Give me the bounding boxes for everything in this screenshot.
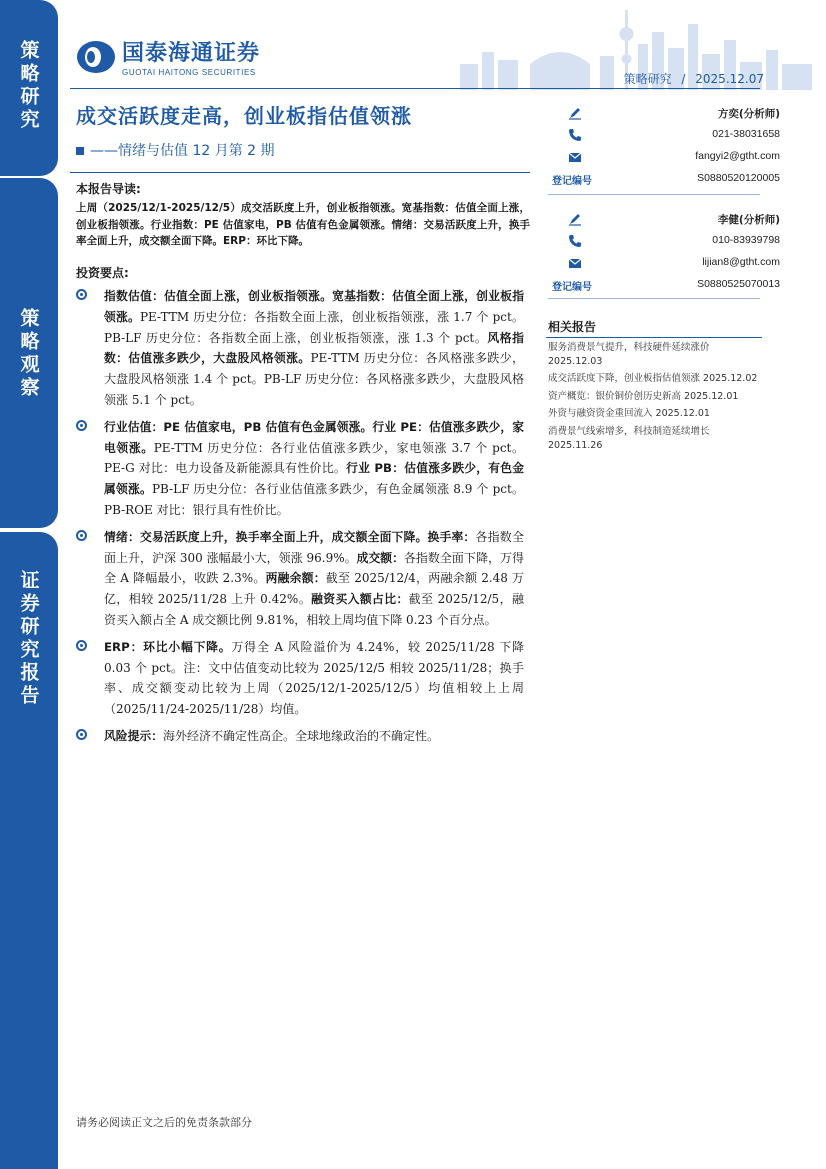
point-bold-text: 两融余额：	[265, 571, 326, 586]
related-report-link[interactable]: 成交活跃度下降，创业板指估值领涨 2025.12.02	[548, 373, 758, 385]
analyst-reg-number: S0880525070013	[697, 278, 780, 290]
analyst-name-row	[550, 210, 780, 232]
analyst-name: 方奕(分析师)	[717, 108, 780, 120]
point-bold-text: 风格指数：估值涨多跌少，大盘股风格领涨。	[104, 330, 524, 366]
report-meta	[624, 70, 764, 87]
analyst-name-row	[550, 104, 780, 126]
key-point-erp	[76, 637, 524, 720]
related-report-link[interactable]: 外资与融资资金重回流入 2025.12.01	[548, 408, 710, 420]
point-bold-text: 情绪：交易活跃度上升，换手率全面上升，成交额全面下降。换手率：	[104, 529, 476, 544]
related-report-link[interactable]: 消费景气线索增多，科技制造延续增长 2025.11.26	[548, 425, 710, 451]
ring-bullet-icon	[76, 729, 87, 740]
point-bold-text: 指数估值：估值全面上涨，创业板指领涨。宽基指数：估值全面上涨，创业板指领涨。	[104, 289, 524, 324]
key-point-industry-valuation	[76, 417, 524, 521]
meta-separator: /	[681, 72, 686, 86]
sidebar-label: 证券研究报告	[17, 570, 40, 708]
analyst-reg-row	[550, 276, 780, 298]
analyst-phone: 010-83939798	[712, 234, 780, 246]
analyst-email-row	[550, 148, 780, 170]
point-bold-text: ERP：环比小幅下降。	[104, 639, 232, 654]
point-text: 海外经济不确定性高企。全球地缘政治的不确定性。	[163, 728, 440, 743]
sidebar-block-research	[0, 0, 58, 176]
analyst-divider	[548, 194, 760, 195]
logo-mark-icon	[76, 39, 116, 75]
guide-heading: 本报告导读:	[76, 182, 141, 196]
related-report-link[interactable]: 资产概览：银价铜价创历史新高 2025.12.01	[548, 390, 739, 402]
subtitle-text: ——情绪与估值 12 月第 2 期	[90, 143, 275, 159]
logo-english-name: GUOTAI HAITONG SECURITIES	[122, 68, 256, 77]
point-bold-text: 风险提示：	[104, 728, 163, 743]
sidebar-block-report	[0, 532, 58, 1169]
guide-body: 上周（2025/12/1-2025/12/5）成交活跃度上升，创业板指领涨。宽基指数：估值全面上涨，创业板指领涨。行业指数：PE 估值家电，PB 估值有色金属领涨。情绪：交易活跃度上升，换手率全面上升，成交额全面下降。ERP：环比下降。	[76, 202, 530, 247]
header-divider	[70, 88, 760, 89]
related-divider	[546, 337, 762, 338]
ring-bullet-icon	[76, 289, 87, 300]
logo-chinese-name: 国泰海通证券	[122, 41, 261, 66]
analyst-card	[550, 210, 780, 298]
analyst-phone-row	[550, 232, 780, 254]
point-text: 各指数全面下降，万得全 A 降幅最小，收跌 2.3%。	[104, 550, 524, 586]
key-point-risk	[76, 726, 524, 747]
point-bold-text: 融资买入额占比：	[311, 592, 409, 607]
analyst-email[interactable]: lijian8@gtht.com	[702, 256, 780, 268]
pen-icon	[568, 212, 582, 226]
key-points-list	[76, 286, 524, 747]
point-text: 万得全 A 风险溢价为 4.24%，较 2025/11/28 下降 0.03 个 pct。注：文中估值变动比较为 2025/12/5 相较 2025/11/28；换手率、成交额变动比较为上周（2025/12/1-2025/12/5）均值相较上上周（2025/11/24-2025/11/28）均值。	[104, 639, 524, 717]
footer-disclaimer: 请务必阅读正文之后的免责条款部分	[76, 1116, 252, 1129]
report-subtitle	[76, 140, 275, 160]
analyst-card	[550, 104, 780, 192]
title-divider	[70, 172, 530, 173]
sidebar-label: 策略观察	[17, 308, 40, 400]
point-bold-text: 行业 PB：估值涨多跌少，有色金属领涨。	[104, 461, 525, 497]
email-icon	[568, 256, 582, 270]
key-point-index-valuation	[76, 286, 524, 411]
related-reports-heading: 相关报告	[548, 320, 597, 334]
analyst-phone-row	[550, 126, 780, 148]
point-bold-text: 成交额：	[356, 550, 404, 565]
square-bullet-icon	[76, 147, 84, 155]
analyst-reg-number: S0880520120005	[697, 172, 780, 184]
pen-icon	[568, 106, 582, 120]
key-points-heading: 投资要点:	[76, 266, 129, 280]
email-icon	[568, 150, 582, 164]
point-text: PE-TTM 历史分位：各风格涨多跌少，大盘股风格领涨 1.4 个 pct。PB-LF 历史分位：各风格涨多跌少，大盘股风格领涨 5.1 个 pct。	[104, 351, 524, 407]
analyst-reg-row	[550, 170, 780, 192]
report-title: 成交活跃度走高，创业板指估值领涨	[76, 104, 412, 128]
analyst-name: 李健(分析师)	[717, 214, 780, 226]
point-bold-text: 行业估值：PE 估值家电，PB 估值有色金属领涨。行业 PE：估值涨多跌少，家电领涨。	[104, 419, 524, 455]
phone-icon	[568, 234, 582, 248]
reg-label: 登记编号	[552, 176, 592, 187]
ring-bullet-icon	[76, 640, 87, 651]
sidebar-block-observation	[0, 178, 58, 528]
sidebar	[0, 0, 58, 1169]
point-text: PE-TTM 历史分位：各指数全面上涨，创业板指领涨，涨 1.7 个 pct。PB-LF 历史分位：各指数全面上涨，创业板指领涨，涨 1.3 个 pct。	[104, 309, 524, 345]
company-logo	[76, 36, 260, 77]
related-report-link[interactable]: 服务消费景气提升，科技硬件延续涨价 2025.12.03	[548, 342, 710, 367]
point-text: PB-LF 历史分位：各行业估值涨多跌少，有色金属领涨 8.9 个 pct。PB-ROE 对比：银行具有性价比。	[104, 482, 524, 517]
reg-label: 登记编号	[552, 282, 592, 293]
point-text: PE-TTM 历史分位：各行业估值涨多跌少，家电领涨 3.7 个 pct。PE-G 对比：电力设备及新能源具有性价比。	[104, 440, 524, 476]
related-reports-list	[548, 341, 762, 456]
point-text: 各指数全面上升，沪深 300 涨幅最小大，领涨 96.9%。	[104, 529, 524, 565]
report-category: 策略研究	[623, 72, 672, 86]
ring-bullet-icon	[76, 420, 87, 431]
analyst-email-row	[550, 254, 780, 276]
analyst-phone: 021-38031658	[712, 128, 780, 140]
key-point-sentiment	[76, 527, 524, 631]
phone-icon	[568, 128, 582, 142]
analyst-divider	[548, 298, 760, 299]
analyst-email[interactable]: fangyi2@gtht.com	[695, 150, 780, 162]
sidebar-label: 策略研究	[17, 40, 40, 132]
point-text: 截至 2025/12/4，两融余额 2.48 万亿，相较 2025/11/28 上升 0.42%。	[104, 571, 524, 607]
point-text: 截至 2025/12/5，融资买入额占全 A 成交额比例 9.81%，相较上周均值下降 0.23 个百分点。	[104, 592, 524, 627]
report-date: 2025.12.07	[695, 72, 764, 86]
ring-bullet-icon	[76, 530, 87, 541]
